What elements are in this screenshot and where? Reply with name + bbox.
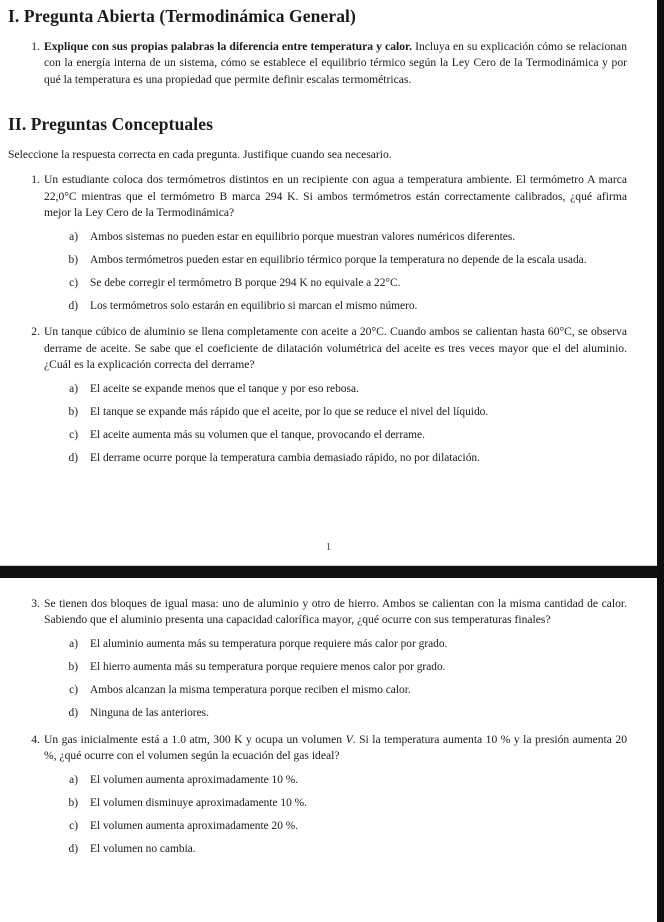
option-letter: c): [69, 277, 78, 290]
option-letter: a): [69, 773, 78, 786]
option-letter: d): [68, 843, 78, 856]
option-list: [44, 772, 641, 858]
question-item: [8, 172, 641, 314]
question-text: Un estudiante coloca dos termómetros distintos en un recipiente con agua a temperatura ambiente. El termómetro A marca 22,0°C mientras que el termómetro B marca 294 K. Si ambos termómetros están correctamente calibrados, ¿qué afirma mejor la Ley Cero de la Termodinámica?: [44, 173, 627, 220]
option-list: [44, 229, 641, 315]
section-heading-2: II. Preguntas Conceptuales: [8, 114, 213, 135]
option-item[interactable]: [44, 298, 641, 314]
option-text: Los termómetros solo estarán en equilibrio si marcan el mismo número.: [90, 300, 418, 313]
option-letter: d): [68, 452, 78, 465]
question-list-section-2: [8, 172, 641, 466]
option-text: El volumen no cambia.: [90, 843, 196, 856]
option-letter: c): [69, 684, 78, 697]
question-item: [8, 39, 641, 88]
option-text: Ambos alcanzan la misma temperatura porque reciben el mismo calor.: [90, 684, 411, 697]
question-text: Un gas inicialmente está a 1.0 atm, 300 K y ocupa un volumen V. Si la temperatura aumenta 10 % y la presión aumenta 20 %, ¿qué ocurre con el volumen según la ecuación del gas ideal?: [44, 732, 627, 763]
question-text: [44, 39, 641, 88]
question-item: [8, 732, 641, 858]
option-letter: b): [68, 661, 78, 674]
option-item[interactable]: [44, 682, 641, 698]
option-item[interactable]: [44, 252, 641, 268]
option-list: [44, 636, 641, 722]
question-item: [8, 596, 641, 722]
option-text: El aluminio aumenta más su temperatura porque requiere más calor por grado.: [90, 637, 448, 650]
option-item[interactable]: [44, 229, 641, 245]
option-text: El derrame ocurre porque la temperatura cambia demasiado rápido, no por dilatación.: [90, 452, 480, 465]
question-number: 1.: [31, 40, 40, 53]
option-text: Ambos termómetros pueden estar en equilibrio térmico porque la temperatura no depende de la escala usada.: [90, 253, 587, 266]
page-separator-band: [0, 566, 657, 578]
option-text: El volumen disminuye aproximadamente 10 %.: [90, 796, 308, 809]
question-list-section-1: [8, 39, 641, 88]
option-letter: c): [69, 429, 78, 442]
question-bold-lead: Explique con sus propias palabras la diferencia entre temperatura y calor.: [44, 40, 412, 53]
question-number: 3.: [31, 597, 40, 610]
question-text: Se tienen dos bloques de igual masa: uno de aluminio y otro de hierro. Ambos se calientan con la misma cantidad de calor. Sabiendo que el aluminio presenta una capacidad calorífica mayor, ¿qué ocurre con sus temperaturas finales?: [44, 597, 627, 627]
section-2-instructions: Seleccione la respuesta correcta en cada pregunta. Justifique cuando sea necesario.: [8, 148, 392, 162]
option-text: El tanque se expande más rápido que el aceite, por lo que se reduce el nivel del líquido.: [90, 406, 489, 418]
option-letter: b): [68, 406, 78, 418]
option-text: El volumen aumenta aproximadamente 20 %.: [90, 819, 299, 832]
option-item[interactable]: [44, 275, 641, 291]
option-letter: a): [69, 382, 78, 395]
option-letter: a): [69, 230, 78, 243]
question-number: 2.: [31, 325, 40, 339]
option-item[interactable]: [44, 818, 641, 834]
option-letter: d): [68, 707, 78, 720]
option-text: Ninguna de las anteriores.: [90, 707, 209, 720]
option-list: [44, 381, 641, 467]
option-item[interactable]: [44, 705, 641, 721]
option-letter: a): [69, 637, 78, 650]
option-letter: b): [68, 796, 78, 809]
question-list-page-2: [8, 596, 641, 857]
question-item: [8, 324, 641, 466]
option-letter: c): [69, 819, 78, 832]
viewer-right-edge: [657, 0, 664, 922]
question-text: Un tanque cúbico de aluminio se llena completamente con aceite a 20°C. Cuando ambos se calientan hasta 60°C, se observa derrame de aceite. Se sabe que el coeficiente de dilatación volumétrica del aceite es tres veces mayor que el del aluminio. ¿Cuál es la explicación correcta del derrame?: [44, 325, 627, 372]
option-item[interactable]: [44, 795, 641, 811]
option-text: El hierro aumenta más su temperatura porque requiere menos calor por grado.: [90, 661, 446, 674]
option-text: El volumen aumenta aproximadamente 10 %.: [90, 773, 299, 786]
question-body: Incluya en su explicación cómo se relacionan con la energía interna de un sistema, cómo se establece el equilibrio térmico según la Ley Cero de la Termodinámica y por qué la temperatura es una propiedad que permite definir escalas termométricas.: [44, 40, 628, 86]
option-letter: d): [68, 300, 78, 313]
option-item[interactable]: [44, 427, 641, 443]
option-item[interactable]: [44, 450, 641, 466]
question-number: 1.: [31, 173, 40, 187]
option-letter: b): [68, 253, 78, 266]
page-number-footer: 1: [325, 542, 332, 553]
option-item[interactable]: [44, 381, 641, 397]
section-heading-1: I. Pregunta Abierta (Termodinámica General): [8, 6, 356, 26]
option-text: Ambos sistemas no pueden estar en equilibrio porque muestran valores numéricos diferentes.: [90, 230, 516, 243]
option-item[interactable]: [44, 404, 641, 420]
option-text: El aceite se expande menos que el tanque y por eso rebosa.: [90, 382, 359, 395]
document-page-2: [0, 578, 657, 917]
option-item[interactable]: [44, 841, 641, 857]
option-item[interactable]: [44, 636, 641, 652]
option-item[interactable]: [44, 772, 641, 788]
option-item[interactable]: [44, 659, 641, 675]
option-text: El aceite aumenta más su volumen que el tanque, provocando el derrame.: [90, 429, 425, 442]
option-text: Se debe corregir el termómetro B porque 294 K no equivale a 22°C.: [90, 277, 401, 290]
question-number: 4.: [31, 732, 40, 746]
